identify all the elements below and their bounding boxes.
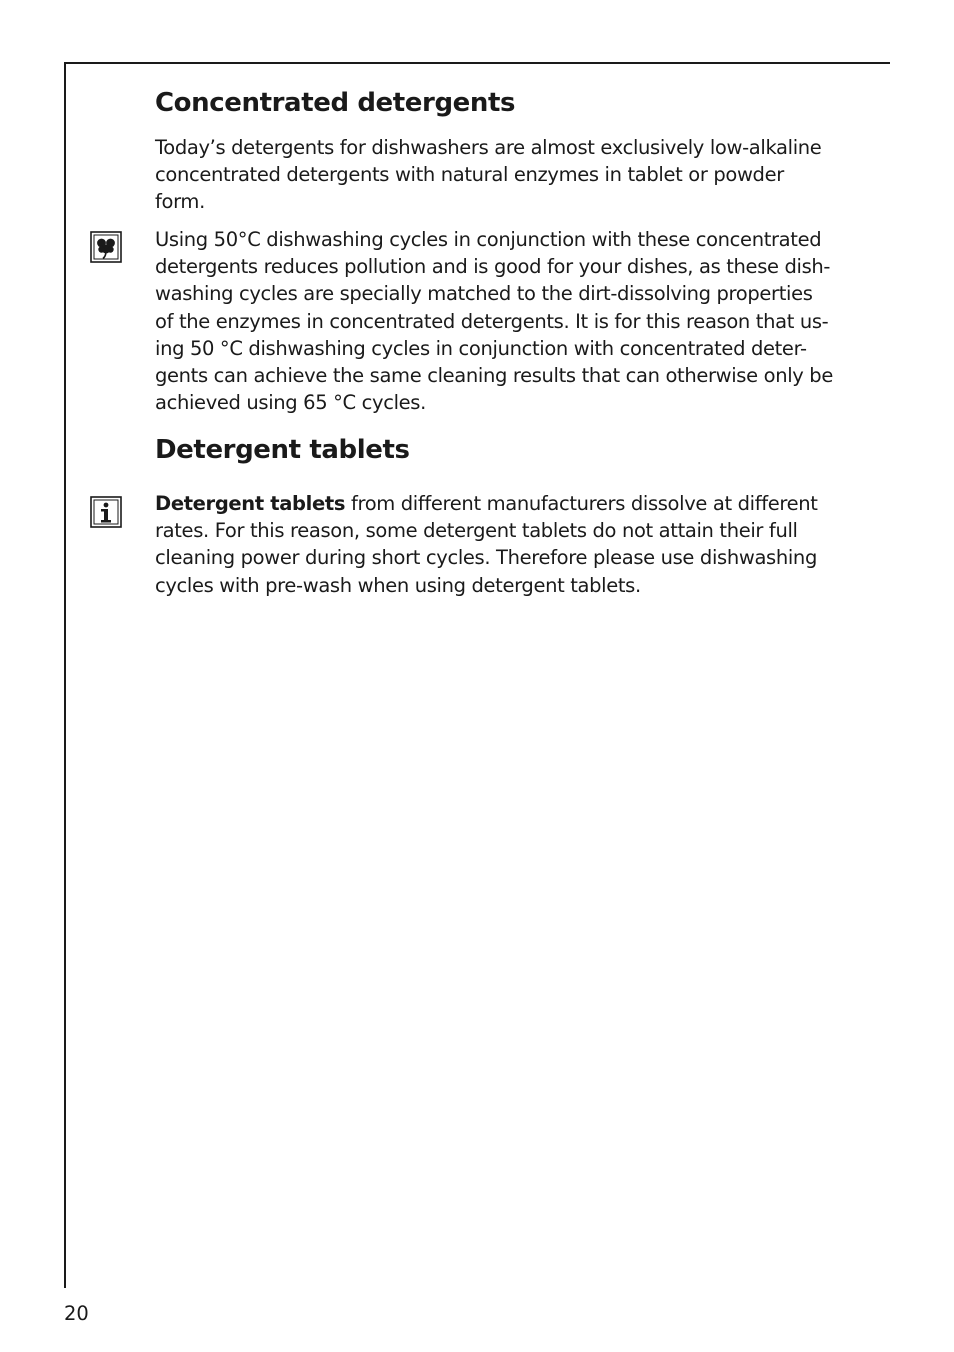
page-number: 20 xyxy=(64,1302,89,1325)
info-note-paragraph xyxy=(155,490,875,599)
section-heading-concentrated-detergents: Concentrated detergents xyxy=(155,88,516,118)
paragraph-line: rates. For this reason, some detergent tablets do not attain their full xyxy=(155,519,798,543)
shamrock-environment-icon xyxy=(90,231,122,263)
paragraph-line: Today’s detergents for dishwashers are almost exclusively low-alkaline xyxy=(155,136,822,159)
paragraph-line: achieved using 65 °C cycles. xyxy=(155,391,426,415)
paragraph-line: cleaning power during short cycles. Therefore please use dishwashing xyxy=(155,546,817,570)
paragraph-line: gents can achieve the same cleaning results that can otherwise only be xyxy=(155,364,833,388)
page-frame-top-rule xyxy=(64,62,890,64)
first-line-text: from different manufacturers dissolve at different xyxy=(345,492,818,515)
paragraph-line: ing 50 °C dishwashing cycles in conjunction with concentrated deter- xyxy=(155,336,807,360)
paragraph-line: detergents reduces pollution and is good for your dishes, as these dish- xyxy=(155,255,831,279)
info-icon xyxy=(90,496,122,528)
bold-lead-term: Detergent tablets xyxy=(155,492,346,515)
environment-note-paragraph xyxy=(155,226,875,416)
page-frame-left-rule xyxy=(64,62,66,1288)
paragraph-line xyxy=(155,490,875,517)
intro-paragraph xyxy=(155,134,875,216)
paragraph-line: of the enzymes in concentrated detergents. It is for this reason that us- xyxy=(155,309,829,333)
paragraph-line: form. xyxy=(155,190,205,214)
paragraph-line: washing cycles are specially matched to the dirt-dissolving properties xyxy=(155,282,813,306)
paragraph-line: Using 50°C dishwashing cycles in conjunction with these concentrated xyxy=(155,228,822,251)
paragraph-line: concentrated detergents with natural enzymes in tablet or powder xyxy=(155,163,784,187)
paragraph-line: cycles with pre-wash when using detergent tablets. xyxy=(155,573,641,597)
section-heading-detergent-tablets: Detergent tablets xyxy=(155,435,410,465)
